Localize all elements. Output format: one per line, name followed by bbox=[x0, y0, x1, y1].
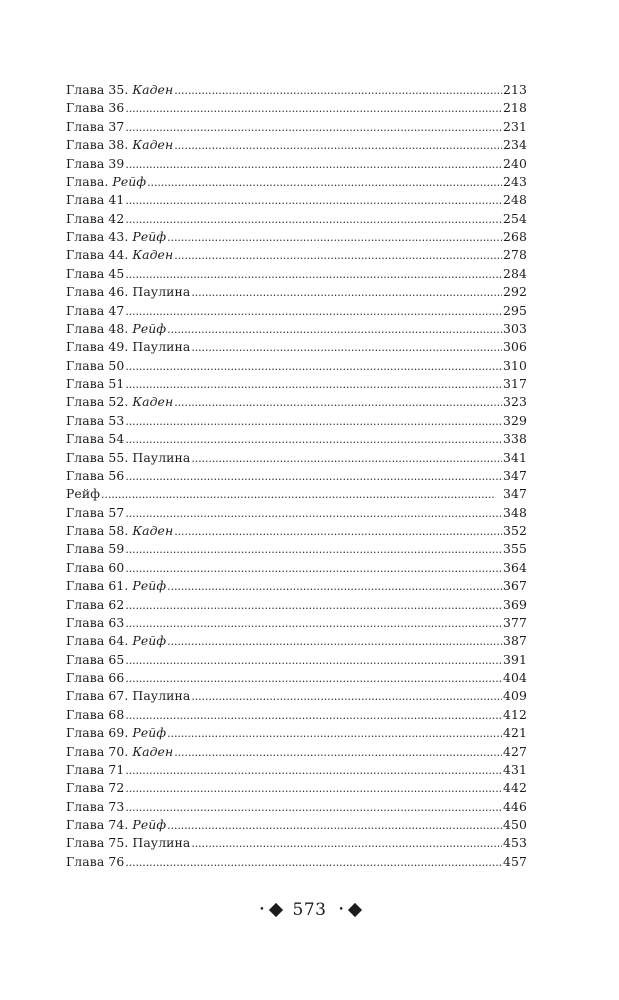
toc-entry-title bbox=[66, 559, 124, 577]
toc-entry-chapter: Глава 46. Паулина bbox=[66, 284, 191, 300]
toc-entry-title bbox=[66, 669, 124, 687]
toc-entry-title bbox=[66, 522, 173, 540]
toc-entry-narrator: Каден bbox=[132, 394, 174, 410]
dot-leader bbox=[174, 247, 502, 265]
dot-leader bbox=[125, 119, 502, 137]
toc-entry-chapter: Глава 47 bbox=[66, 302, 125, 318]
table-of-contents bbox=[66, 81, 527, 871]
dot-leader bbox=[125, 707, 502, 725]
toc-entry bbox=[66, 357, 527, 375]
dot-leader bbox=[125, 615, 502, 633]
toc-entry-page: 323 bbox=[503, 394, 527, 410]
toc-entry-title bbox=[66, 485, 100, 503]
toc-entry-title bbox=[66, 724, 166, 742]
toc-entry-chapter: Глава 70. bbox=[66, 743, 133, 759]
dot-leader bbox=[125, 156, 502, 174]
toc-entry-page: 341 bbox=[503, 449, 527, 465]
dot-leader bbox=[174, 744, 502, 762]
toc-entry-title bbox=[66, 779, 124, 797]
toc-entry bbox=[66, 522, 527, 540]
toc-entry bbox=[66, 834, 527, 852]
dot-leader bbox=[147, 174, 502, 192]
toc-entry bbox=[66, 779, 527, 797]
toc-entry-narrator: Рейф bbox=[132, 817, 167, 832]
toc-entry-chapter: Глава 45 bbox=[66, 265, 125, 281]
toc-entry-page: 352 bbox=[503, 523, 527, 538]
toc-entry bbox=[66, 669, 527, 687]
toc-entry-chapter: Глава 75. Паулина bbox=[66, 835, 191, 851]
toc-entry-page: 391 bbox=[503, 651, 527, 667]
toc-entry-chapter: Глава 57 bbox=[66, 504, 125, 520]
dot-leader bbox=[191, 284, 502, 302]
toc-entry-chapter: Глава 59 bbox=[66, 541, 125, 557]
toc-entry bbox=[66, 375, 527, 393]
toc-entry-page: 234 bbox=[503, 137, 527, 153]
toc-entry-page: 409 bbox=[503, 688, 527, 704]
toc-entry-page: 412 bbox=[503, 706, 527, 722]
toc-entry-title bbox=[66, 136, 173, 154]
toc-entry-page: 457 bbox=[503, 853, 527, 869]
toc-entry-title bbox=[66, 375, 124, 393]
toc-entry-page: 292 bbox=[503, 284, 527, 300]
toc-entry bbox=[66, 540, 527, 558]
dot-leader bbox=[167, 725, 502, 743]
toc-entry-chapter: Глава 35. bbox=[66, 82, 133, 97]
toc-entry-page: 347 bbox=[503, 467, 527, 483]
toc-entry-narrator: Каден bbox=[132, 523, 174, 538]
toc-entry-title bbox=[66, 412, 124, 430]
toc-entry-page: 453 bbox=[503, 835, 527, 851]
toc-entry-title bbox=[66, 210, 124, 228]
toc-entry-page: 303 bbox=[503, 320, 527, 336]
dot-leader bbox=[125, 670, 502, 688]
page-number: 573 bbox=[292, 900, 327, 920]
dot-leader bbox=[167, 229, 502, 247]
toc-entry-title bbox=[66, 743, 173, 761]
toc-entry-title bbox=[66, 632, 166, 650]
toc-entry-title bbox=[66, 191, 124, 209]
toc-entry-title bbox=[66, 651, 124, 669]
toc-entry-title bbox=[66, 155, 124, 173]
toc-entry-chapter: Глава 73 bbox=[66, 798, 125, 814]
toc-entry-title bbox=[66, 467, 124, 485]
toc-entry-chapter: Глава 69. bbox=[66, 725, 133, 741]
toc-entry bbox=[66, 559, 527, 577]
dot-leader bbox=[174, 523, 502, 541]
toc-entry-chapter: Глава 76 bbox=[66, 853, 125, 869]
toc-entry bbox=[66, 246, 527, 264]
toc-entry-chapter: Рейф bbox=[66, 486, 101, 502]
toc-entry-chapter: Глава 49. Паулина bbox=[66, 339, 191, 355]
dot-leader bbox=[167, 578, 502, 596]
toc-entry-title bbox=[66, 798, 124, 816]
dot-leader bbox=[125, 468, 502, 486]
toc-entry-chapter: Глава 50 bbox=[66, 357, 125, 373]
toc-entry-page: 218 bbox=[503, 100, 527, 116]
toc-entry bbox=[66, 430, 527, 448]
diamond-ornament-icon bbox=[348, 903, 362, 917]
toc-entry-title bbox=[66, 816, 166, 834]
diamond-ornament-icon bbox=[268, 903, 282, 917]
toc-entry-page: 231 bbox=[503, 118, 527, 134]
toc-entry-page: 367 bbox=[503, 578, 527, 594]
toc-entry-page: 377 bbox=[503, 614, 527, 630]
toc-entry-chapter: Глава 61. bbox=[66, 578, 133, 594]
toc-entry-page: 387 bbox=[503, 633, 527, 649]
dot-leader bbox=[125, 211, 502, 229]
toc-entry-title bbox=[66, 540, 124, 558]
toc-entry bbox=[66, 687, 527, 705]
toc-entry-narrator: Рейф bbox=[132, 229, 167, 244]
toc-entry-title bbox=[66, 706, 124, 724]
toc-entry-page: 329 bbox=[503, 412, 527, 428]
toc-entry bbox=[66, 449, 527, 467]
toc-entry-title bbox=[66, 173, 146, 191]
toc-entry-chapter: Глава 37 bbox=[66, 118, 125, 134]
toc-entry-title bbox=[66, 504, 124, 522]
dot-leader bbox=[125, 854, 502, 872]
toc-entry-page: 450 bbox=[503, 817, 527, 832]
toc-entry bbox=[66, 485, 527, 503]
dot-leader bbox=[125, 652, 502, 670]
toc-entry-title bbox=[66, 614, 124, 632]
toc-entry bbox=[66, 816, 527, 834]
toc-entry-title bbox=[66, 449, 190, 467]
toc-entry-page: 338 bbox=[503, 431, 527, 447]
toc-entry-chapter: Глава 66 bbox=[66, 670, 125, 685]
toc-entry-chapter: Глава 63 bbox=[66, 614, 125, 630]
toc-entry-page: 442 bbox=[503, 780, 527, 796]
toc-entry-page: 248 bbox=[503, 192, 527, 208]
toc-entry-title bbox=[66, 577, 166, 595]
toc-entry-title bbox=[66, 338, 190, 356]
dot-leader bbox=[125, 376, 502, 394]
toc-entry bbox=[66, 761, 527, 779]
dot-leader bbox=[125, 303, 502, 321]
toc-entry-chapter: Глава 67. Паулина bbox=[66, 688, 191, 704]
toc-entry bbox=[66, 577, 527, 595]
toc-entry-title bbox=[66, 357, 124, 375]
toc-entry bbox=[66, 614, 527, 632]
toc-entry-page: 348 bbox=[503, 504, 527, 520]
toc-entry-title bbox=[66, 302, 124, 320]
toc-entry bbox=[66, 191, 527, 209]
toc-entry-title bbox=[66, 118, 124, 136]
toc-entry bbox=[66, 228, 527, 246]
toc-entry-title bbox=[66, 761, 124, 779]
toc-entry-narrator: Каден bbox=[132, 137, 174, 153]
dot-leader bbox=[125, 413, 502, 431]
toc-entry bbox=[66, 302, 527, 320]
dot-leader bbox=[191, 450, 502, 468]
toc-entry bbox=[66, 136, 527, 154]
toc-entry-page: 254 bbox=[503, 210, 527, 226]
toc-entry-page: 431 bbox=[503, 761, 527, 777]
dot-leader bbox=[174, 394, 502, 412]
dot-leader bbox=[125, 505, 502, 523]
dot-leader bbox=[125, 358, 502, 376]
toc-entry-page: 317 bbox=[503, 376, 527, 391]
toc-entry-title bbox=[66, 81, 173, 99]
toc-entry bbox=[66, 210, 527, 228]
toc-entry-narrator: Каден bbox=[132, 743, 174, 759]
toc-entry-page: 427 bbox=[503, 743, 527, 759]
dot-leader bbox=[125, 560, 502, 578]
toc-entry-chapter: Глава 55. Паулина bbox=[66, 449, 191, 465]
toc-entry bbox=[66, 467, 527, 485]
toc-entry-page: 355 bbox=[503, 541, 527, 557]
dot-leader bbox=[191, 339, 502, 357]
dot-leader bbox=[101, 486, 502, 504]
toc-entry bbox=[66, 338, 527, 356]
toc-entry-title bbox=[66, 99, 124, 117]
toc-entry-chapter: Глава 51 bbox=[66, 376, 125, 391]
dot-leader bbox=[125, 541, 502, 559]
toc-entry bbox=[66, 706, 527, 724]
toc-entry-chapter: Глава 58. bbox=[66, 523, 133, 538]
toc-entry-page: 284 bbox=[503, 265, 527, 281]
toc-entry-chapter: Глава 41 bbox=[66, 192, 125, 208]
toc-entry bbox=[66, 118, 527, 136]
dot-leader bbox=[125, 192, 502, 210]
toc-entry-title bbox=[66, 687, 190, 705]
toc-entry-page: 404 bbox=[503, 670, 527, 685]
toc-entry bbox=[66, 853, 527, 871]
dot-leader bbox=[167, 817, 502, 835]
dot-leader bbox=[125, 597, 502, 615]
dot-ornament-icon: • bbox=[338, 905, 344, 915]
dot-leader bbox=[191, 835, 502, 853]
toc-entry-page: 278 bbox=[503, 247, 527, 263]
toc-entry-chapter: Глава. bbox=[66, 173, 113, 189]
toc-entry-narrator: Каден bbox=[132, 247, 174, 263]
toc-entry-page: 347 bbox=[503, 486, 527, 502]
toc-entry-page: 369 bbox=[503, 596, 527, 612]
toc-entry-page: 310 bbox=[503, 357, 527, 373]
toc-entry-page: 364 bbox=[503, 559, 527, 575]
dot-leader bbox=[125, 100, 502, 118]
toc-entry bbox=[66, 283, 527, 301]
toc-entry-narrator: Каден bbox=[132, 82, 174, 97]
toc-entry-title bbox=[66, 834, 190, 852]
dot-leader bbox=[125, 431, 502, 449]
toc-entry-chapter: Глава 71 bbox=[66, 761, 125, 777]
toc-entry-title bbox=[66, 853, 124, 871]
toc-entry-title bbox=[66, 246, 173, 264]
toc-entry-title bbox=[66, 430, 124, 448]
toc-entry-narrator: Рейф bbox=[112, 173, 147, 189]
toc-entry bbox=[66, 393, 527, 411]
toc-entry bbox=[66, 596, 527, 614]
toc-entry-narrator: Рейф bbox=[132, 578, 167, 594]
toc-entry bbox=[66, 155, 527, 173]
toc-entry-narrator: Рейф bbox=[132, 633, 167, 649]
toc-entry bbox=[66, 504, 527, 522]
toc-entry-chapter: Глава 42 bbox=[66, 210, 125, 226]
toc-entry-chapter: Глава 39 bbox=[66, 155, 125, 171]
toc-entry-page: 446 bbox=[503, 798, 527, 814]
toc-entry-title bbox=[66, 228, 166, 246]
toc-entry-chapter: Глава 53 bbox=[66, 412, 125, 428]
toc-entry-page: 240 bbox=[503, 155, 527, 171]
toc-entry bbox=[66, 412, 527, 430]
toc-entry-narrator: Рейф bbox=[132, 320, 167, 336]
toc-entry-chapter: Глава 68 bbox=[66, 706, 125, 722]
toc-entry-page: 268 bbox=[503, 229, 527, 244]
toc-entry-page: 213 bbox=[503, 82, 527, 97]
toc-entry-chapter: Глава 72 bbox=[66, 780, 125, 796]
toc-entry-chapter: Глава 60 bbox=[66, 559, 125, 575]
toc-entry-title bbox=[66, 283, 190, 301]
toc-entry bbox=[66, 81, 527, 99]
toc-entry bbox=[66, 724, 527, 742]
dot-ornament-icon: • bbox=[259, 905, 265, 915]
toc-entry-page: 421 bbox=[503, 725, 527, 741]
toc-entry-page: 306 bbox=[503, 339, 527, 355]
toc-entry-chapter: Глава 38. bbox=[66, 137, 133, 153]
toc-entry bbox=[66, 320, 527, 338]
toc-entry-title bbox=[66, 320, 166, 338]
dot-leader bbox=[167, 321, 502, 339]
dot-leader bbox=[125, 762, 502, 780]
toc-entry-chapter: Глава 56 bbox=[66, 467, 125, 483]
dot-leader bbox=[174, 82, 502, 100]
toc-entry-chapter: Глава 74. bbox=[66, 817, 133, 832]
toc-entry-chapter: Глава 64. bbox=[66, 633, 133, 649]
toc-entry-page: 243 bbox=[503, 173, 527, 189]
toc-entry-chapter: Глава 36 bbox=[66, 100, 125, 116]
toc-entry-chapter: Глава 43. bbox=[66, 229, 133, 244]
toc-entry-title bbox=[66, 393, 173, 411]
dot-leader bbox=[191, 688, 502, 706]
toc-entry-chapter: Глава 54 bbox=[66, 431, 125, 447]
toc-entry bbox=[66, 632, 527, 650]
toc-entry-chapter: Глава 44. bbox=[66, 247, 133, 263]
toc-entry-narrator: Рейф bbox=[132, 725, 167, 741]
dot-leader bbox=[174, 137, 502, 155]
toc-entry bbox=[66, 99, 527, 117]
dot-leader bbox=[125, 799, 502, 817]
toc-entry bbox=[66, 173, 527, 191]
dot-leader bbox=[125, 780, 502, 798]
page-footer bbox=[0, 898, 619, 922]
toc-entry-page: 295 bbox=[503, 302, 527, 318]
toc-entry bbox=[66, 651, 527, 669]
dot-leader bbox=[125, 266, 502, 284]
toc-entry-title bbox=[66, 265, 124, 283]
toc-entry-chapter: Глава 62 bbox=[66, 596, 125, 612]
toc-entry-chapter: Глава 65 bbox=[66, 651, 125, 667]
toc-entry-title bbox=[66, 596, 124, 614]
toc-entry-chapter: Глава 48. bbox=[66, 320, 133, 336]
toc-entry bbox=[66, 798, 527, 816]
toc-entry bbox=[66, 743, 527, 761]
toc-entry bbox=[66, 265, 527, 283]
toc-entry-chapter: Глава 52. bbox=[66, 394, 133, 410]
dot-leader bbox=[167, 633, 502, 651]
